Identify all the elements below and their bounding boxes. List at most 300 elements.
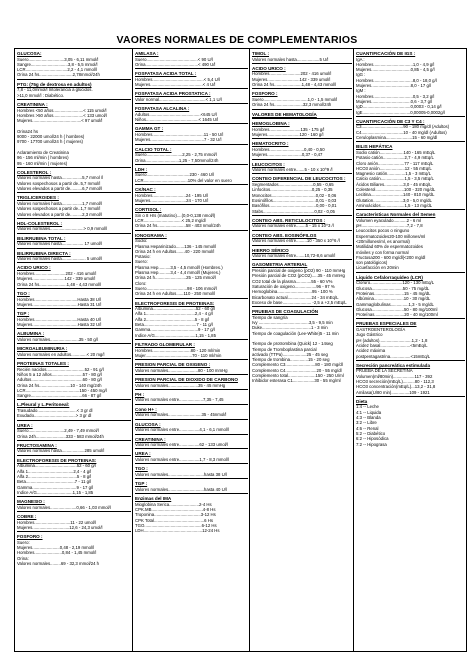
section-heading: Dieta — [356, 398, 368, 404]
value-line: Cloro: — [135, 280, 147, 286]
section — [356, 321, 465, 360]
value-line: C4...................................10 - 40 mg/dl (Adultos) — [356, 129, 447, 135]
value-line: >11,0 mmol/l : Diabético. — [17, 92, 65, 98]
section-heading: TRIGLICEROIDES : — [17, 195, 59, 201]
section — [17, 221, 131, 234]
value-line: pH......................................7,2 - 7,8 — [356, 223, 423, 229]
value-line: Cloro anión......................77 - 117 mEq/L — [356, 160, 434, 166]
section — [252, 262, 352, 307]
value-line: Suero..................................98 - 106 mmol/l — [135, 285, 217, 291]
section — [17, 82, 131, 100]
section-heading: PRESION PARCIAL DE DIOXIDO DE CARBONO — [135, 377, 238, 382]
section — [17, 331, 131, 344]
section — [252, 112, 352, 120]
value-line: Valores normales hasta.................. 17 umol/l — [17, 241, 102, 247]
value-line: Hombres..........................135 - 175 g/l — [252, 126, 325, 132]
section — [17, 102, 131, 168]
column-1 — [15, 49, 133, 651]
section-heading: Enzimas del IMA — [135, 496, 172, 502]
section — [135, 207, 248, 230]
value-line: Mujeres..............................24 - 170 U/l — [135, 197, 209, 203]
value-line: Colesterol........................100 - 320 mg/dL — [356, 187, 436, 193]
section-heading: HEMOGLOBINA : — [252, 121, 290, 127]
value-line: Suero: — [17, 539, 30, 545]
value-line: Gamma.....................................9 - 17 g/l — [17, 484, 94, 490]
value-line: Suero..............................2,49 - 7,49 mmol/l — [17, 428, 99, 434]
value-line: Beta.........................................7 - 11 g/l — [17, 479, 92, 485]
section-heading: FOSFORO : — [252, 91, 278, 97]
section — [17, 236, 131, 249]
value-line: son patológicos) — [356, 260, 388, 266]
value-line: Sodio catión....................140 - 165 mEq/L — [356, 149, 436, 155]
value-line: Valores normales entre....................7,35 - 7,45 — [135, 397, 224, 403]
section-heading: CK/NAC : — [135, 187, 156, 193]
value-line: Niños 5 a 12 años..........................57 - 80 g/l — [17, 372, 102, 377]
value-line: Valores normales..............................hasta 40 U/l — [135, 486, 227, 492]
value-line: Duke.........................................1 - 3 min — [252, 325, 328, 331]
value-line: CPK Total..........................................6 Hs — [135, 517, 214, 523]
value-line: CO2 total de la plasma.............55 - 60 V% — [252, 278, 333, 284]
value-line: Valores normales hasta.................5,7 mmol /l — [17, 175, 104, 181]
value-line: Valor normal.......................................< 1,1 U/l — [135, 96, 222, 102]
value-line: Mujeres............................................< 4 U/l — [135, 82, 216, 88]
value-line: activado (TTPa)....................25 - 45 seg — [252, 351, 328, 357]
section — [252, 66, 352, 89]
value-line: IgA : — [356, 56, 365, 62]
value-line: 7:2 -- Hipograsa — [356, 441, 387, 447]
value-line: móviles y con forma normal — [356, 249, 409, 255]
value-line: Troponina.......................................3-12 Hs — [135, 512, 216, 518]
value-line: CPK.MB...........................................4-8 Hs — [135, 507, 216, 513]
section — [356, 212, 465, 273]
value-line: Hombres.............................0,40 - 0,50 — [252, 146, 325, 152]
value-line: Valores normales.........................80 - 100 mmHg — [135, 367, 228, 373]
value-line: Basófilos.......................................0,00 - 0,01 — [252, 203, 337, 209]
value-line: Inhibidor esterasa C1..................30 - 55 mg/ml — [252, 378, 341, 384]
section-heading: COLESTEROL : — [17, 169, 52, 175]
value-line: TGO................................................6-12 Hs — [135, 522, 217, 528]
value-line: Monocitos.....................................0,02 - 0,06 — [252, 192, 337, 198]
value-line: Valores normales entre.................1,7 - 8,3 mmol/l — [135, 457, 230, 463]
value-line: GASTROENTEROLOGÍA — [356, 327, 406, 333]
section-heading: ELECTROFORESIS DE PROTEINAS: — [17, 457, 97, 463]
section — [135, 126, 248, 144]
section — [135, 233, 248, 299]
section-heading: BILIRRUBINA TOTAL : — [17, 235, 66, 241]
value-line: Valores normales........................35 - 50 g/l — [17, 336, 98, 342]
value-line: Hombres.......................0,84 - 1,45 mmol/l — [17, 550, 97, 556]
value-line: Hombres...........................................< 5,4 U/l — [135, 76, 220, 82]
value-line: Amilasa(U/80 min)...............109 - 1921 — [356, 389, 430, 395]
value-line: Motilidad 60% de espermatozoides — [356, 244, 423, 250]
value-line: Orina 24 hs........................32,3 mmol/24h — [252, 102, 332, 108]
section — [135, 167, 248, 185]
value-line: Orina 24 h en Adultos.......40 - 220 mmol/l — [135, 248, 215, 254]
section-heading: PROTEINAS TOTALES : — [17, 361, 69, 367]
value-line: Mujeres.............................0,37 - 0,47 — [252, 152, 323, 158]
section-heading: TIMOL : — [252, 51, 270, 56]
section — [135, 392, 248, 405]
value-line: Alfa 1......................................2,4 - 4 g/l — [17, 468, 92, 474]
section — [135, 377, 248, 390]
section-heading: ACIDO URICO : — [17, 265, 51, 271]
column-3 — [250, 49, 354, 651]
section-heading: HDL-COLESTEROL : — [17, 220, 63, 226]
value-line: Suero.....................................1,0 - 1,5 mmol/l — [252, 96, 338, 102]
value-line: Valores normales entre.......5 - 10 x 10^9 /l — [252, 167, 333, 173]
section-heading: COBRE : — [17, 514, 37, 520]
value-line: Hombres..........................202 - 416 umol/l — [252, 71, 332, 77]
section-heading: CREATININA : — [135, 436, 166, 442]
section-heading: PH : — [135, 391, 145, 397]
section — [252, 141, 352, 159]
value-line: Licuefacción en 20min — [356, 265, 399, 271]
value-line: Espermatozoides20-100 millones/ml — [356, 233, 426, 239]
value-line: Mujeres.................................0,6 - 3,7 g/l — [356, 98, 433, 104]
section-heading: FOSFORO : — [17, 534, 43, 540]
value-line: Mujeres.................................0,85 - 4,5 g/l — [356, 67, 435, 73]
value-line: Complemento total.......................150 - 250 U/ml — [252, 373, 344, 378]
value-line: Hombres.................................0,5 - 3,2 g/l — [356, 93, 435, 99]
value-line: Plasma Heparinizado.......136 - 145 mmol/l — [135, 243, 217, 249]
value-line: Indice A/G..............................1,15 - 1,85 — [17, 489, 94, 495]
value-line: Hombres............................24 - 195 U/l — [135, 192, 209, 198]
section-heading: ACIDO URICO : — [252, 65, 286, 71]
value-line: Valores normales entre.......10,72-8,6 umol/l — [252, 253, 336, 259]
value-line: Sin o 8 Hrs (matutino)....(0,0-0,138 nmol/l) — [135, 212, 216, 218]
value-line: Sangre...........................................66 - 87 g/l — [17, 393, 102, 399]
value-line: 4:6 -- Renal — [356, 425, 379, 431]
section — [17, 311, 131, 329]
value-line: Orina 24h.........................333 - 583 mmol/24h — [17, 433, 104, 439]
value-line: Suero..............................3,05 - 6,11 mmol/l — [17, 56, 99, 62]
value-line: Bicarbonato actual....................24 - 34 mEq/L — [252, 294, 339, 300]
value-line: Hombres >50 años.........................< 133 umol/l — [17, 112, 107, 118]
value-line: postpentagastrina.................<15mEq/L — [356, 353, 431, 359]
section-heading: Características Normales del Semen — [356, 212, 436, 218]
value-line: Tiempo de coagulación (Lee-White)5 - 11 min — [252, 330, 339, 336]
value-line: Presión parcial de CO2 (pCO2).....35 - 45 mmHg — [252, 273, 345, 279]
value-line: Recién nacidos................................52 - 91 g/l — [17, 366, 104, 372]
section — [135, 481, 248, 494]
value-line: Alfa 1.........................................2,4 - 4 g/l — [135, 311, 213, 317]
value-line: Adultos...........................................60 - 80 g/l — [17, 377, 102, 383]
value-line: 6:2 -- Hiposódica — [356, 436, 389, 442]
section-heading: TGO : — [17, 290, 30, 296]
value-line: Adultos...........................................<645 U/l — [135, 111, 217, 117]
value-line: 4:1 -- Liquida — [356, 409, 382, 415]
value-line: Mujeres...............................12,6 - 24,3 umol/l — [17, 524, 103, 530]
value-line: Jugo Gástrico — [356, 332, 383, 338]
value-line: Glucosa..........................50 - 75 mg/dL — [356, 285, 430, 291]
section — [135, 342, 248, 360]
value-line: Mujeres.................................8,0 - 17 g/l — [356, 83, 431, 89]
section — [135, 106, 248, 124]
value-line: 7,8 - 11,0mmol/l Intolerancia a glúcidos. — [17, 87, 93, 93]
value-line: IgM : — [356, 88, 366, 94]
value-line: Tiempo de sangría — [252, 314, 288, 320]
section-heading: Secreción pancreática estimulada — [356, 362, 431, 368]
value-line: Mujeres.............................................7 - 32 U/l — [135, 137, 222, 143]
value-line: Tiempo de trombina...............15 - 20 seg — [252, 357, 330, 363]
section-heading: HIERRO SÉRICO — [252, 247, 289, 253]
value-line: Orina............................1,25 - 7,50mmol/24h — [135, 157, 219, 163]
value-line: Alfa 2.........................................5 - 8 g/l — [17, 473, 92, 479]
section — [17, 458, 131, 497]
value-line: Albúmina.........................10 - 30 mg/dL — [356, 296, 431, 302]
value-line: Suero...........................................< 90 U/l — [135, 56, 213, 62]
value-line: Fructosa200 - 600 mg/dl(<200 mg/dl — [356, 254, 426, 260]
value-line: Complemento C4..........................20 - 55 mg/dl — [252, 367, 342, 373]
value-line: Gamma........................................9 - 17 g/l — [135, 327, 215, 333]
value-line: Hombres....................................Hasta 38 U/l — [17, 296, 102, 302]
value-line: Valores normales hasta...................5 U/l — [252, 56, 329, 62]
section-heading: UREA : — [17, 422, 33, 428]
section — [356, 119, 465, 142]
section-heading: FOSFATASA ALCALINA : — [135, 106, 190, 112]
value-line: Valores normales entre.................4,1 - 6,1 mmol/l — [135, 427, 230, 433]
section-heading: UREA : — [135, 451, 151, 457]
section — [135, 407, 248, 420]
column-2 — [133, 49, 250, 651]
value-line: Acidez máxima — [356, 348, 386, 354]
value-line: Orina 24 hs..........................10 - 140 mg/24h — [17, 382, 102, 388]
section-heading: GLUCOSA : — [135, 421, 161, 427]
value-line: 4:3 -- Blanda — [356, 415, 381, 421]
section — [252, 121, 352, 139]
section-heading: CUANTIFICACIÓN DE IGS : — [356, 51, 416, 56]
value-line: LDH.................................................12-24 Hs — [135, 528, 220, 534]
value-line: Mujeres......................................Hasta 32 U/l — [17, 322, 102, 328]
section — [252, 218, 352, 231]
value-line: Volumen(ml/80min)..................117 - 392 — [356, 373, 433, 379]
value-line: Orina 24 hs.......................1,48 - 4,43 mmol/l — [17, 281, 102, 287]
section — [17, 514, 131, 532]
section — [17, 51, 131, 80]
value-line: 5:2 -- Diabético — [356, 430, 386, 436]
section — [135, 422, 248, 435]
value-line: Exudado...................................> 3 gr dl — [17, 413, 92, 419]
section-heading: PRESION PARCIAL DE OXIGENO : — [135, 362, 211, 368]
section — [17, 534, 131, 567]
section-heading: TGP : — [17, 311, 30, 317]
value-line: LCR...................................2,2 - 4,1 mmol/l — [17, 67, 97, 73]
value-line: LCR................................< 25,2 mg/dl — [135, 218, 206, 224]
section — [17, 195, 131, 218]
value-line: Valores normales en adultos.............< 20 mg/l — [17, 351, 105, 357]
value-line: LCR.....................................10% del valor en suero — [135, 177, 232, 183]
value-line: Proteínas.........................20 - 40 mg/100ml — [356, 312, 438, 318]
value-line: Valores normales hasta.................... 5 umol/l — [17, 256, 102, 262]
section — [252, 309, 352, 384]
value-line: Sodio: — [135, 238, 148, 244]
value-line: Eosinófilos....................................0,01 - 0,03 — [252, 197, 337, 203]
section-heading: CORTISOL : — [135, 207, 162, 213]
value-line: Hombres................................80 - 120 ml/min — [135, 347, 221, 353]
section-heading: VALORES DE HEMATOLOGÍA — [252, 111, 317, 117]
section-heading: Cono H+ : — [135, 406, 157, 412]
value-line: 9000 - 22000 umol/24 h ( hombres) — [17, 134, 85, 140]
values-table — [14, 48, 467, 652]
section — [135, 362, 248, 375]
section-heading: L.Pleural y L.Peritoneal: — [17, 402, 70, 408]
section-heading: CREATININA : — [17, 101, 48, 107]
value-line: HCO3 concentración(mEq/L)...13,2 - 31,8 — [356, 384, 436, 390]
value-line: Proteinas.........................15 - 45 mg/dL — [356, 290, 431, 296]
value-line: Beta............................................7 - 11 g/l — [135, 322, 213, 328]
value-line: Cloruro...........................120 - 130 mEq/L — [356, 280, 435, 286]
section-heading: CUANTIFICACIÓN DE C3 Y C4 : — [356, 118, 425, 124]
section — [356, 275, 465, 320]
section — [17, 170, 131, 193]
value-line: 96 - 156 ml/min ( hombres) — [17, 155, 69, 161]
section-heading: IONOGRAMA : — [135, 232, 167, 238]
value-line: Mioglobina Serica.........................2-4 Hs — [135, 501, 212, 507]
value-line: Hemoglobina.............................95 - 100 % — [252, 289, 333, 295]
section-heading: ALBUMINA : — [17, 331, 45, 337]
value-line: IgE........................................0,00005-0,0002g/l — [356, 109, 445, 115]
section-heading: LEUCOCITOS : — [252, 161, 285, 167]
section-heading: TGO : — [135, 466, 148, 472]
value-line: Valores normales..............................hasta 38 U/l — [135, 471, 227, 477]
section-heading: MICROALBUMINURIA : — [17, 346, 68, 352]
value-line: Trasudado.................................< 3 gr dl — [17, 408, 93, 414]
value-line: 9700 - 17700 umol/24 h ( mujeres) — [17, 139, 83, 145]
section — [17, 251, 131, 264]
value-line: pH (adultos)...........................1,2 - 1,8 — [356, 337, 428, 343]
section-heading: GAMMA GT : — [135, 126, 164, 132]
section — [135, 91, 248, 104]
value-line: Valores elevados a partir de..........6,7 mmol/l — [17, 186, 102, 192]
section-heading: ELECTROFORESIS DE PROTEINAS: — [135, 300, 215, 306]
value-line: Lecitina...........................140 - 810 mg/dL — [356, 192, 435, 198]
value-line: 1:4 -- Leche — [356, 404, 379, 410]
section-heading: TGP : — [135, 481, 148, 487]
value-line: Orina 24 hs........................58 - 403 nmol/24h — [135, 223, 221, 229]
section-heading: BILIS HEPÁTICA — [356, 144, 393, 150]
value-line: Niños............................................< 1645 U/l — [135, 117, 219, 123]
section — [252, 176, 352, 215]
section — [17, 499, 131, 512]
section-heading: FILTRADO GLOMERULAR : — [135, 341, 195, 347]
value-line: Suero....................................230 - 460 U/l — [135, 172, 215, 178]
value-line: Orina24 hs — [17, 128, 39, 134]
value-line: Hombres..............................11 - 22 umol/l — [17, 519, 96, 525]
section — [135, 301, 248, 340]
value-line: Acidez basal.........................<5mEq/L — [356, 342, 428, 348]
value-line: Mujeres.........................................< 97 umol/l — [17, 118, 103, 124]
value-line: Valores normales entre.........10 - 350 x 10^6 /l — [252, 238, 340, 244]
value-line: Ácidos Biliares................3,0 - 45 mEq/L — [356, 181, 432, 187]
section-heading: HEMATOCRITO : — [252, 141, 289, 147]
section-heading: CONTEO ABS. EOSINÓFILOS — [252, 232, 317, 238]
section — [252, 91, 352, 109]
section — [17, 265, 131, 288]
section — [252, 233, 352, 246]
value-line: Exceso de base........................ -2,5 a +2,5 mEq/L — [252, 299, 347, 305]
value-line: Sangre...............................3,8 - 5,5 mmol/l — [17, 61, 98, 67]
value-line: Linfocitos...................................0,25 - 0,35 — [252, 187, 333, 193]
value-line: Aclaramiento de Creatinina — [17, 149, 69, 155]
section — [252, 162, 352, 175]
section-heading: FOSFATASA ACIDA TOTAL : — [135, 71, 197, 77]
value-line: Valores normales hasta...................285 umol/l — [17, 448, 105, 454]
value-line: Tiempo de protrombina (Quick) 12 - 14seg — [252, 341, 333, 347]
section — [356, 399, 465, 448]
value-line: Hombres...........................................11 - 50 U/l — [135, 132, 224, 138]
value-line: Hombres.................................1,0 - 4,9 g/l — [356, 61, 435, 67]
value-line: Complemento C3.........................80 - 180 mg/dl — [252, 362, 343, 368]
section-heading: BILIRRUBINA DIRECTA : — [17, 250, 71, 256]
section-heading: Líquido Cefalorraquídeo (LCR) — [356, 274, 423, 280]
value-line: Mujeres...........................142 - 339 umol/l — [252, 76, 331, 82]
section-heading: CALCIO TOTAL : — [135, 146, 172, 152]
value-line: Hombres....................................Hasta 40 U/l — [17, 316, 102, 322]
value-line: Ceruloplasmina......................15 - 60 mg/dl — [356, 135, 438, 141]
section-heading: AMILASA : — [135, 51, 159, 56]
value-line: Leucocitos pocos o ninguno — [356, 228, 410, 234]
section-heading: PRUEBAS DE COAGULACIÓN — [252, 309, 319, 315]
value-line: Valores normales............................> 0,9 mmol/l — [17, 226, 108, 232]
section — [135, 71, 248, 89]
section — [17, 361, 131, 400]
value-line: Valores normales............................35 - 45nmol/l — [135, 412, 227, 418]
value-line: IgG : — [356, 72, 366, 78]
section — [252, 51, 352, 64]
value-line: Mujeres...........................120 - 160 g/l — [252, 132, 324, 138]
value-line: Mujeres......................................Hasta 31 U/l — [17, 301, 102, 307]
value-line: Mujer.......................................70 - 110 ml/min — [135, 352, 222, 358]
value-line: Valores normales.........................35 - 45 mmHg — [135, 382, 226, 388]
column-4 — [354, 49, 466, 651]
value-line: HCO3 anión.....................12 - 55 mEq/L — [356, 165, 432, 171]
section-heading: FOSFATASA ACIDA PROSTATICA : — [135, 91, 211, 97]
value-line: Potasio catión..................2,7 - 4,9 mEq/L — [356, 155, 434, 161]
value-line: Orina 24 hs.......................1,48 - 4,43 mmol/l — [252, 82, 337, 88]
value-line: HCO3 secreción(mEq/L)..........80 - 112,3 — [356, 379, 434, 384]
section — [135, 437, 248, 450]
value-line: Tiempo de Tromboplastina parcial — [252, 346, 317, 352]
value-line: Plasma Hep..........3,5 - 4,5 mmol/l (Hombres.) — [135, 264, 223, 270]
section-heading: GASOMETRIA ARTERIAL — [252, 262, 308, 268]
section — [135, 466, 248, 479]
section — [356, 144, 465, 210]
value-line: Aminoácidos....................1,5 - 13 mg/dL — [356, 202, 433, 208]
section — [135, 51, 248, 69]
value-line: Magnesio catión...............1,5 - 3 mEq/L — [356, 171, 431, 177]
value-line: Volumen eyaculado...........2 - 6 ml — [356, 217, 421, 223]
value-line: Stabs...........................................0,02 - 0,05 — [252, 208, 335, 214]
value-line: Suero: — [135, 259, 148, 265]
page-title: VAORES NORMALES DE COMPLEMENTARIOS — [116, 34, 358, 46]
section-heading: FRUCTOSAMINA : — [17, 442, 57, 448]
value-line: Valores normales......................0,66 - 1,03 mmol/l — [17, 504, 111, 510]
section-heading: PRUEBAS ESPECIALES DE — [356, 321, 417, 327]
section-heading: GLUCOSA: — [17, 51, 42, 56]
value-line: Valores sospechosos a partir de..1,7 mmol/l — [17, 206, 101, 212]
value-line: Alfa 2.........................................5 - 8 g/l — [135, 316, 210, 322]
value-line: Plasma Hep..........3,4 - 4,4 mmol/l (Mujeres.) — [135, 270, 221, 276]
value-line: Valores normales entre........5 - 15 x 10^3 /l — [252, 223, 334, 229]
section — [17, 346, 131, 359]
section — [17, 423, 131, 441]
section-heading: CONTEO DIFERENCIAL DE LEUCOCITOS : — [252, 176, 346, 182]
value-line: Albumina....................................52 - 60 g/l — [135, 306, 216, 312]
section — [17, 291, 131, 309]
value-line: Orina 24 hs............................2,78mmol/24h — [17, 72, 100, 78]
value-line: Valores normales.........69 - 32,3 mmol/24 h — [17, 560, 100, 566]
value-line: Orina: — [17, 555, 29, 561]
